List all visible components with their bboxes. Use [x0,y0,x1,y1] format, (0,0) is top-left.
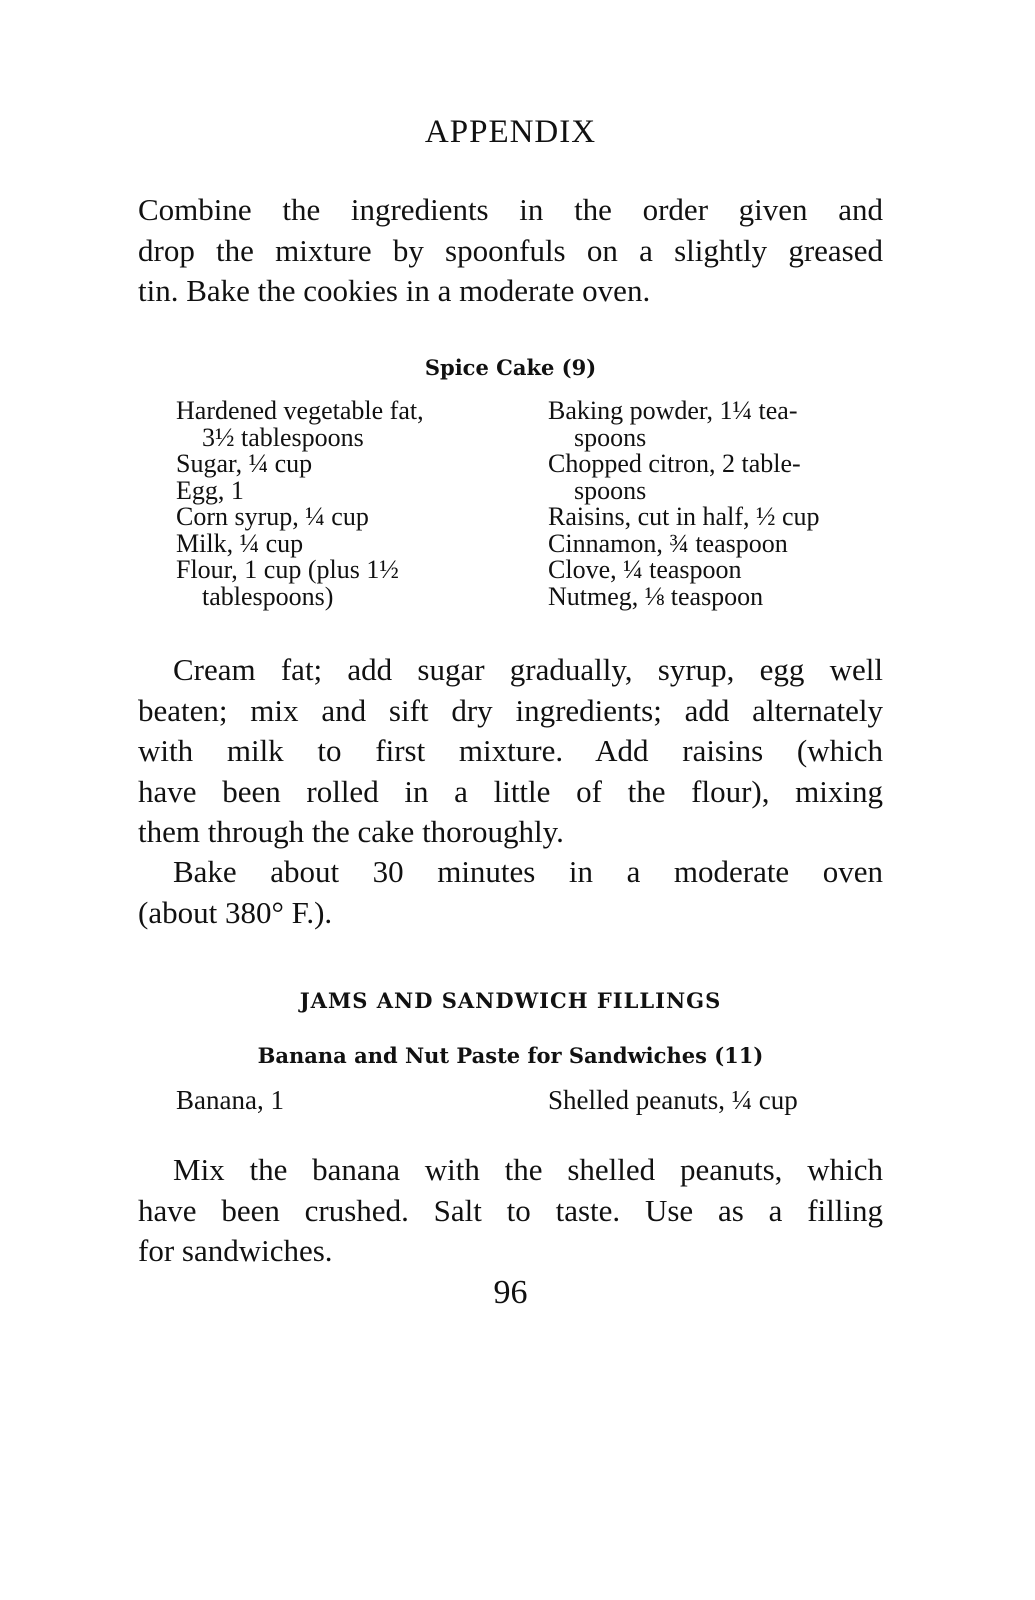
ingredient-item-continuation: spoons [574,475,647,505]
ingredient-item-continuation: spoons [574,422,647,452]
ingredient-item: Milk, ¼ cup [176,528,304,558]
ingredient-list-right [548,398,820,610]
ingredient-item: Baking powder, 1¼ tea- [548,396,798,425]
bake-paragraph [138,852,883,933]
text-line: with milk to first mixture. Add raisins (which [138,733,883,768]
text-line: have been crushed. Salt to taste. Use as a filling [138,1192,883,1228]
book-page [138,0,883,1600]
text-line: Mix the banana with the shelled peanuts, which [173,1152,883,1187]
intro-paragraph [138,190,883,312]
ingredient-item: Corn syrup, ¼ cup [176,502,369,531]
text-line: have been rolled in a little of the flour), mixing [138,773,883,809]
text-line: beaten; mix and sift dry ingredients; add alternately [138,692,883,728]
method-paragraph [138,650,883,853]
ingredient-item: Banana, 1 [176,1085,284,1115]
ingredient-item: Sugar, ¼ cup [176,449,313,478]
section-heading: JAMS AND SANDWICH FILLINGS [299,988,722,1013]
running-head: APPENDIX [424,114,597,150]
text-line: Combine the ingredients in the order given and [138,192,883,227]
text-line: tin. Bake the cookies in a moderate oven. [138,273,651,308]
ingredient-item: Raisins, cut in half, ½ cup [548,502,820,531]
recipe-title-banana-nut-paste: Banana and Nut Paste for Sandwiches (11) [257,1043,764,1068]
text-line: for sandwiches. [138,1233,333,1268]
page-number: 96 [493,1274,528,1311]
ingredient-item: Flour, 1 cup (plus 1½ [176,555,399,584]
ingredient-item-continuation: 3½ tablespoons [202,422,364,452]
ingredient-item: Nutmeg, ⅛ teaspoon [548,581,764,611]
ingredient-item: Chopped citron, 2 table- [548,449,801,478]
ingredient-item: Hardened vegetable fat, [176,396,424,425]
text-line: them through the cake thoroughly. [138,814,564,849]
ingredient-list-left [176,398,424,610]
recipe-title-spice-cake: Spice Cake (9) [424,355,597,380]
ingredient-item: Egg, 1 [176,475,244,505]
ingredient-item: Cinnamon, ¾ teaspoon [548,528,788,558]
text-line: Cream fat; add sugar gradually, syrup, egg well [173,652,883,687]
ingredient-item-continuation: tablespoons) [202,581,334,611]
banana-method-paragraph [138,1150,883,1272]
text-line: (about 380° F.). [138,894,333,930]
ingredient-item: Shelled peanuts, ¼ cup [548,1085,798,1115]
text-line: drop the mixture by spoonfuls on a slightly greased [138,232,883,268]
ingredient-item: Clove, ¼ teaspoon [548,555,742,584]
text-line: Bake about 30 minutes in a moderate oven [173,854,883,889]
